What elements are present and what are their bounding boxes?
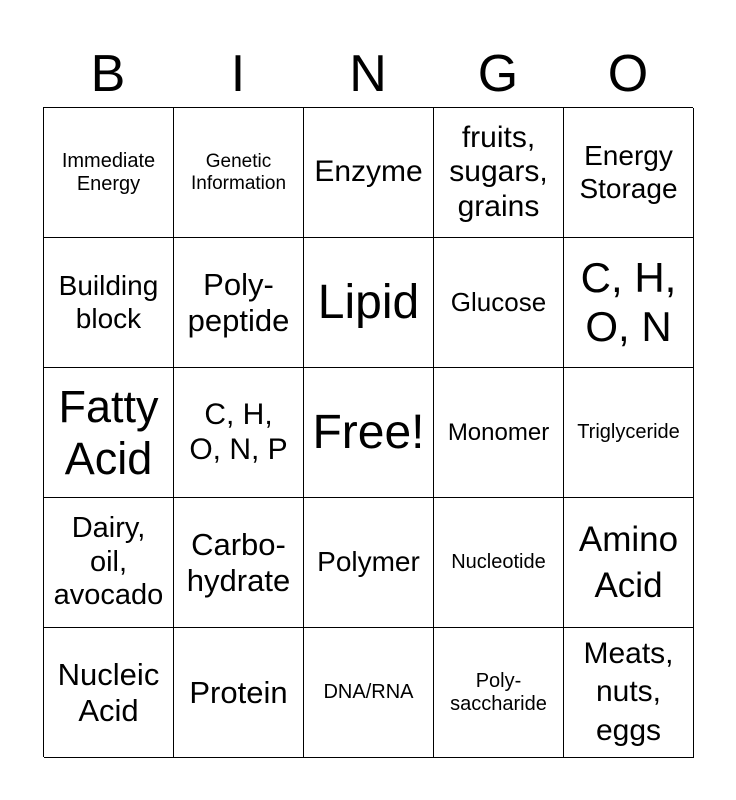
cell-label: Energy Storage xyxy=(579,140,678,204)
bingo-cell[interactable] xyxy=(434,628,564,758)
bingo-cell[interactable] xyxy=(174,628,304,758)
bingo-card-grid xyxy=(43,107,693,757)
bingo-cell[interactable] xyxy=(434,108,564,238)
bingo-header xyxy=(43,40,693,108)
bingo-cell[interactable] xyxy=(434,498,564,628)
bingo-cell[interactable] xyxy=(434,238,564,368)
header-letter-g: G xyxy=(477,45,519,103)
cell-label: C, H, O, N, P xyxy=(189,398,288,466)
cell-label: Glucose xyxy=(450,286,547,317)
bingo-cell[interactable] xyxy=(174,238,304,368)
cell-label: Poly- peptide xyxy=(187,266,290,338)
cell-label: Protein xyxy=(189,674,288,710)
cell-label: Triglyceride xyxy=(577,421,680,443)
bingo-cell[interactable] xyxy=(304,108,434,238)
cell-label: Dairy, oil, avocado xyxy=(53,512,164,612)
cell-label: Genetic Information xyxy=(190,150,287,194)
bingo-cell[interactable] xyxy=(564,498,694,628)
free-space-label: Free! xyxy=(312,405,425,459)
bingo-cell[interactable] xyxy=(174,498,304,628)
cell-label: Nucleic Acid xyxy=(57,656,160,728)
bingo-cell[interactable] xyxy=(434,368,564,498)
cell-label: DNA/RNA xyxy=(323,681,414,703)
cell-label: fruits, sugars, grains xyxy=(449,120,548,223)
cell-label: Monomer xyxy=(447,418,550,446)
bingo-cell[interactable] xyxy=(564,238,694,368)
bingo-cell[interactable] xyxy=(44,238,174,368)
header-letter-b: B xyxy=(90,45,126,103)
bingo-cell[interactable] xyxy=(174,368,304,498)
bingo-cell[interactable] xyxy=(564,108,694,238)
cell-label: Lipid xyxy=(317,275,420,329)
free-space-cell[interactable] xyxy=(304,368,434,498)
cell-label: Fatty Acid xyxy=(58,380,159,484)
cell-label: Immediate Energy xyxy=(61,149,156,195)
bingo-cell[interactable] xyxy=(44,108,174,238)
cell-label: Enzyme xyxy=(314,155,423,189)
cell-label: Building block xyxy=(58,270,159,334)
header-letter-i: I xyxy=(230,45,246,103)
header-letter-o: O xyxy=(607,45,649,103)
cell-label: Carbo- hydrate xyxy=(186,526,291,598)
cell-label: C, H, O, N xyxy=(580,254,677,350)
cell-label: Amino Acid xyxy=(578,520,679,605)
cell-label: Nucleotide xyxy=(451,551,546,573)
bingo-cell[interactable] xyxy=(44,498,174,628)
cell-label: Poly- saccharide xyxy=(450,669,547,715)
bingo-cell[interactable] xyxy=(564,368,694,498)
bingo-cell[interactable] xyxy=(304,498,434,628)
header-letter-n: N xyxy=(349,45,387,103)
cell-label: Meats, nuts, eggs xyxy=(583,637,674,747)
cell-label: Polymer xyxy=(317,546,420,578)
bingo-cell[interactable] xyxy=(304,628,434,758)
bingo-cell[interactable] xyxy=(564,628,694,758)
bingo-cell[interactable] xyxy=(174,108,304,238)
bingo-cell[interactable] xyxy=(44,628,174,758)
bingo-cell[interactable] xyxy=(44,368,174,498)
bingo-cell[interactable] xyxy=(304,238,434,368)
